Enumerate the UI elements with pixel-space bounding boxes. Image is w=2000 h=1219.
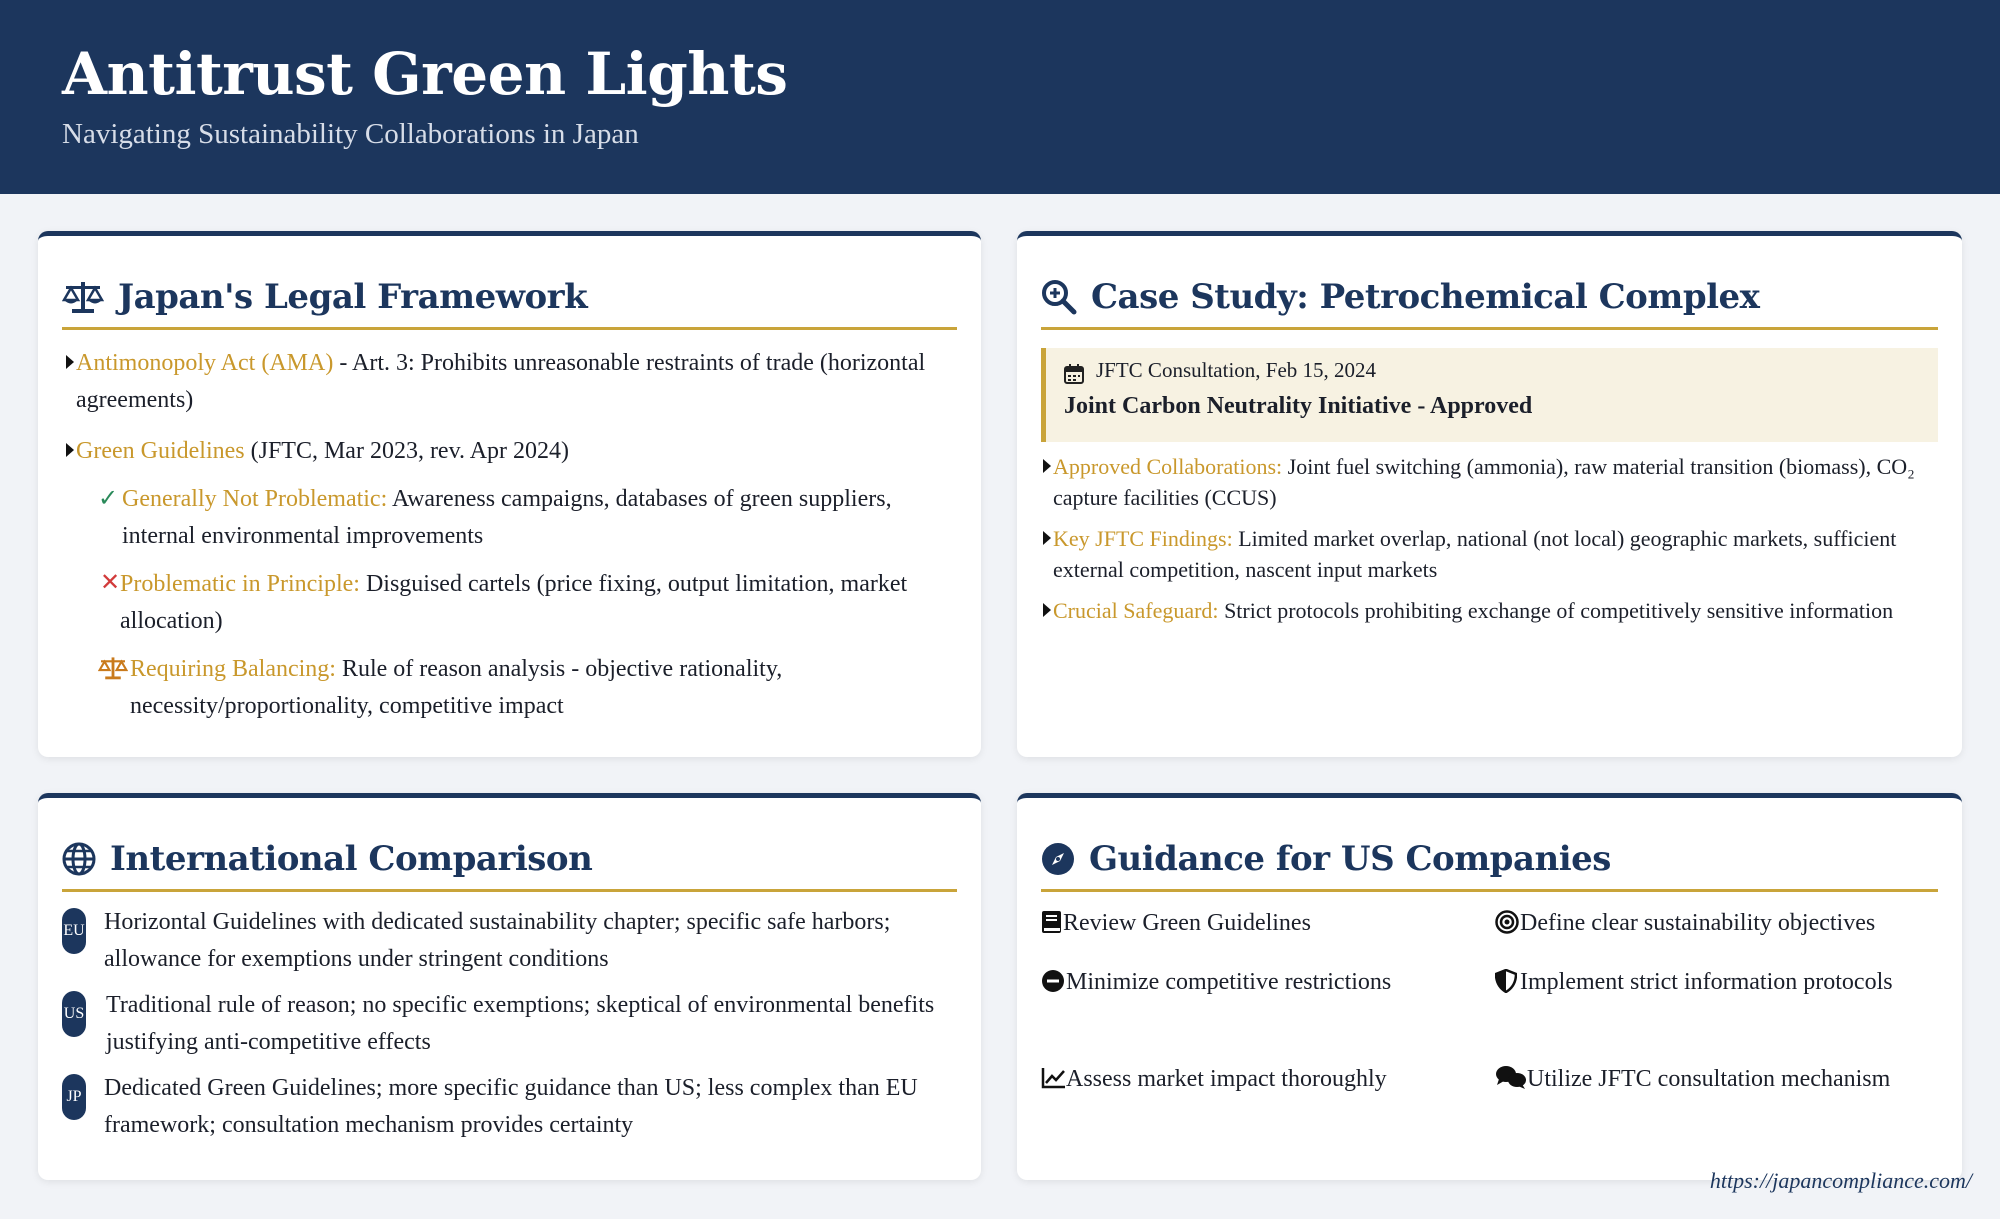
np-text: Awareness campaigns, databases of green suppliers, internal environmental improvements xyxy=(122,486,892,549)
pp-text: Disguised cartels (price fixing, output limitation, market allocation) xyxy=(120,571,908,634)
guidance-item-consultation xyxy=(1495,1060,1915,1098)
international-comparison-card xyxy=(38,793,981,1180)
ama-text: - Art. 3: Prohibits unreasonable restraints of trade (horizontal agreements) xyxy=(76,350,926,413)
comparison-row-us: Traditional rule of reason; no specific exemptions; skeptical of environmental benefits justifying anti-competitive effects xyxy=(106,992,935,1055)
guidance-card xyxy=(1017,793,1962,1180)
comparison-row-jp: Dedicated Green Guidelines; more specific guidance than US; less complex than EU framework; consultation mechanism provides certainty xyxy=(104,1075,918,1138)
international-header xyxy=(62,828,957,892)
legal-framework-card xyxy=(38,231,981,757)
target-icon xyxy=(1495,908,1519,946)
chat-bubbles-icon xyxy=(1495,1064,1527,1102)
badge-jp: JP xyxy=(62,1074,86,1120)
list-item-balancing xyxy=(130,651,960,725)
guidance-text-review: Review Green Guidelines xyxy=(1063,910,1311,936)
list-item-ama xyxy=(76,345,956,419)
scale-icon xyxy=(62,280,104,314)
badge-us: US xyxy=(62,991,86,1037)
calendar-icon xyxy=(1064,364,1084,388)
list-item-not-problematic xyxy=(98,481,962,555)
np-label: Generally Not Problematic: xyxy=(122,486,388,512)
case-study-title: Case Study: Petrochemical Complex xyxy=(1091,276,1760,317)
gg-label: Green Guidelines xyxy=(76,438,245,464)
list-item-approved-collaborations xyxy=(1053,451,1933,513)
cs-label: Crucial Safeguard: xyxy=(1053,598,1219,623)
international-title: International Comparison xyxy=(110,838,593,879)
consultation-title: Joint Carbon Neutrality Initiative - Approved xyxy=(1064,393,1533,419)
guidance-text-minimize: Minimize competitive restrictions xyxy=(1066,969,1392,995)
bullet-triangle-icon xyxy=(66,443,74,457)
guidance-item-minimize xyxy=(1041,963,1481,1001)
bullet-triangle-icon xyxy=(1043,459,1051,473)
kf-text: Limited market overlap, national (not local) geographic markets, sufficient external competition, nascent input markets xyxy=(1053,526,1897,582)
list-item-problematic xyxy=(100,566,965,640)
page-subtitle: Navigating Sustainability Collaborations in Japan xyxy=(62,118,639,150)
bullet-triangle-icon xyxy=(1043,603,1051,617)
guidance-item-protocols xyxy=(1495,963,1915,1001)
chart-line-icon xyxy=(1041,1064,1067,1102)
guidance-text-assess: Assess market impact thoroughly xyxy=(1066,1066,1387,1092)
cs-text: Strict protocols prohibiting exchange of competitively sensitive information xyxy=(1218,598,1894,623)
guidance-text-protocols: Implement strict information protocols xyxy=(1520,969,1893,995)
case-study-card xyxy=(1017,231,1962,757)
list-item-crucial-safeguard xyxy=(1053,595,1933,626)
gg-text: (JFTC, Mar 2023, rev. Apr 2024) xyxy=(244,438,570,464)
ac-text: Joint fuel switching (ammonia), raw material transition (biomass), CO₂ capture facilities (CCUS) xyxy=(1053,454,1915,510)
list-item-green-guidelines xyxy=(76,433,956,470)
page-title: Antitrust Green Lights xyxy=(62,40,788,108)
consultation-box xyxy=(1041,348,1938,442)
case-study-header xyxy=(1041,266,1938,330)
check-icon: ✓ xyxy=(98,486,119,512)
magnifier-icon xyxy=(1041,279,1077,315)
comparison-row-eu: Horizontal Guidelines with dedicated sustainability chapter; specific safe harbors; allowance for exemptions under stringent conditions xyxy=(104,909,891,972)
ama-label: Antimonopoly Act (AMA) xyxy=(76,350,334,376)
compass-icon xyxy=(1041,842,1075,876)
scale-small-icon xyxy=(98,655,128,692)
footer-url[interactable]: https://japancompliance.com/ xyxy=(1709,1168,1972,1193)
header xyxy=(0,0,2000,194)
ac-label: Approved Collaborations: xyxy=(1053,454,1283,479)
guidance-header xyxy=(1041,828,1938,892)
badge-eu: EU xyxy=(62,908,86,954)
guidance-item-review xyxy=(1041,904,1481,942)
list-item-key-findings xyxy=(1053,523,1933,585)
cross-icon: ✕ xyxy=(100,570,121,596)
guidance-item-objectives xyxy=(1495,904,1940,942)
rb-label: Requiring Balancing: xyxy=(130,656,336,682)
pp-label: Problematic in Principle: xyxy=(120,571,360,597)
legal-framework-title: Japan's Legal Framework xyxy=(118,276,588,317)
book-icon xyxy=(1041,908,1063,946)
guidance-text-objectives: Define clear sustainability objectives xyxy=(1520,910,1876,936)
globe-icon xyxy=(62,842,96,876)
bullet-triangle-icon xyxy=(66,355,74,369)
guidance-item-assess xyxy=(1041,1060,1481,1098)
shield-icon xyxy=(1495,967,1517,1005)
guidance-title: Guidance for US Companies xyxy=(1089,838,1611,879)
guidance-text-consultation: Utilize JFTC consultation mechanism xyxy=(1527,1066,1891,1092)
rb-text: Rule of reason analysis - objective rationality, necessity/proportionality, competitive impact xyxy=(130,656,783,719)
minus-circle-icon xyxy=(1041,967,1065,1005)
bullet-triangle-icon xyxy=(1043,531,1051,545)
kf-label: Key JFTC Findings: xyxy=(1053,526,1233,551)
legal-framework-header xyxy=(62,266,957,330)
consultation-date: JFTC Consultation, Feb 15, 2024 xyxy=(1096,358,1377,382)
